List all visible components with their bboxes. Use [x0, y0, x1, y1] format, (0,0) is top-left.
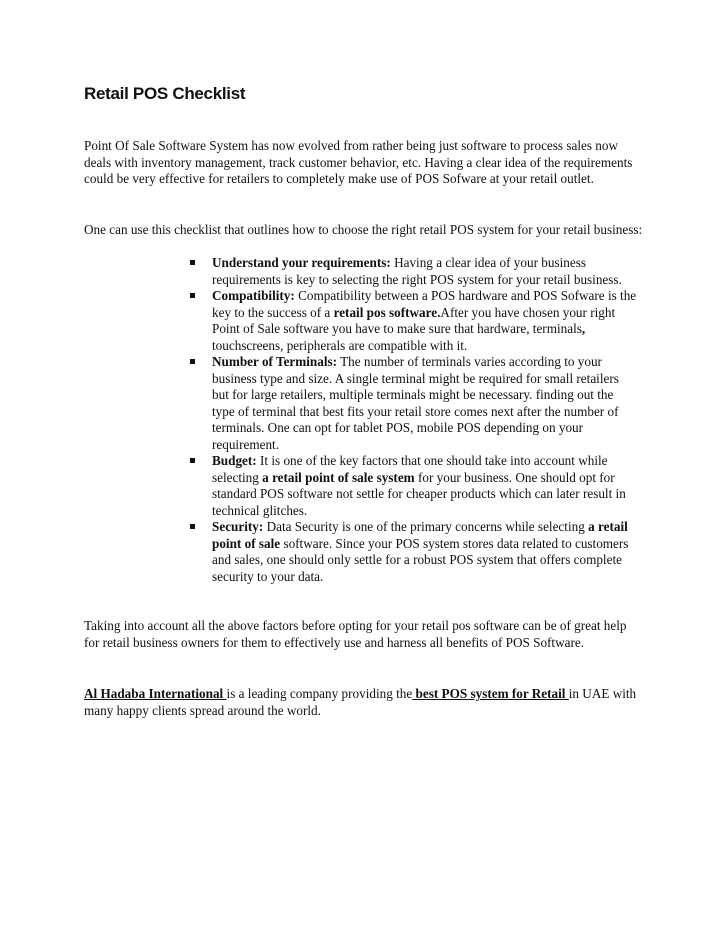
- checklist-item-budget: [190, 453, 638, 519]
- item-heading: Budget:: [212, 453, 257, 468]
- checklist-item-terminals: [190, 354, 638, 453]
- item-text: After you have chosen your right Point of Sale software you have to make sure that hardware, terminals: [212, 304, 616, 336]
- item-text: touchscreens, peripherals are compatible with it.: [212, 337, 468, 353]
- item-heading: Number of Terminals:: [212, 354, 338, 369]
- square-bullet-icon: [190, 260, 195, 265]
- checklist-item-security: [190, 519, 638, 585]
- lead-in-paragraph: One can use this checklist that outlines how to choose the right retail POS system for your retail business:: [84, 222, 643, 237]
- item-text: Compatibility between a POS hardware and POS Sofware is the key to the success of a: [212, 288, 637, 320]
- item-text: software. Since your POS system stores data related to customers and sales, one should only settle for a robust POS system that offers complete security to your data.: [212, 535, 629, 584]
- checklist: [190, 255, 638, 585]
- closing-paragraph: Taking into account all the above factors before opting for your retail pos software can be of great help for retail business owners for them to effectively use and harness all benefits of POS Software.: [84, 618, 627, 650]
- checklist-item-compatibility: [190, 288, 638, 354]
- checklist-item-requirements: [190, 255, 638, 288]
- square-bullet-icon: [190, 458, 195, 463]
- footer-text: is a leading company providing the: [226, 686, 413, 701]
- intro-paragraph: Point Of Sale Software System has now evolved from rather being just software to process sales now deals with inventory management, track customer behavior, etc. Having a clear idea of the requirements could be very effective for retailers to completely make use of POS Sofware at your retail outlet.: [84, 138, 633, 186]
- item-text: Having a clear idea of your business requirements is key to selecting the right POS system for your retail business.: [212, 255, 622, 287]
- item-bold-phrase: a retail point of sale system: [262, 469, 415, 485]
- square-bullet-icon: [190, 359, 195, 364]
- item-text: Data Security is one of the primary concerns while selecting: [263, 519, 589, 534]
- square-bullet-icon: [190, 293, 195, 298]
- footer-text: in UAE with many happy clients spread around the world.: [84, 686, 637, 718]
- square-bullet-icon: [190, 524, 195, 529]
- item-heading: Understand your requirements:: [212, 255, 391, 270]
- item-text: for your business. One should opt for standard POS software not settle for cheaper products which can later result in technical glitches.: [212, 469, 626, 518]
- company-link[interactable]: Al Hadaba International: [84, 686, 227, 701]
- item-heading: Compatibility:: [212, 288, 295, 303]
- page-title: Retail POS Checklist: [84, 84, 246, 103]
- item-text: It is one of the key factors that one should take into account while selecting: [212, 453, 608, 485]
- item-bold-phrase: a retail point of sale: [212, 519, 628, 551]
- item-bold-phrase: retail pos software.: [333, 304, 441, 320]
- item-text: The number of terminals varies according to your business type and size. A single terminal might be required for small retailers but for large retailers, multiple terminals might be necessary. finding out the type of terminal that best fits your retail store comes next after the number of terminals. One can opt for tablet POS, mobile POS depending on your requirement.: [212, 354, 619, 452]
- item-bold-comma: ,: [581, 321, 586, 336]
- footer-paragraph: [84, 686, 644, 719]
- product-link[interactable]: best POS system for Retail: [412, 686, 569, 701]
- item-heading: Security:: [212, 519, 264, 534]
